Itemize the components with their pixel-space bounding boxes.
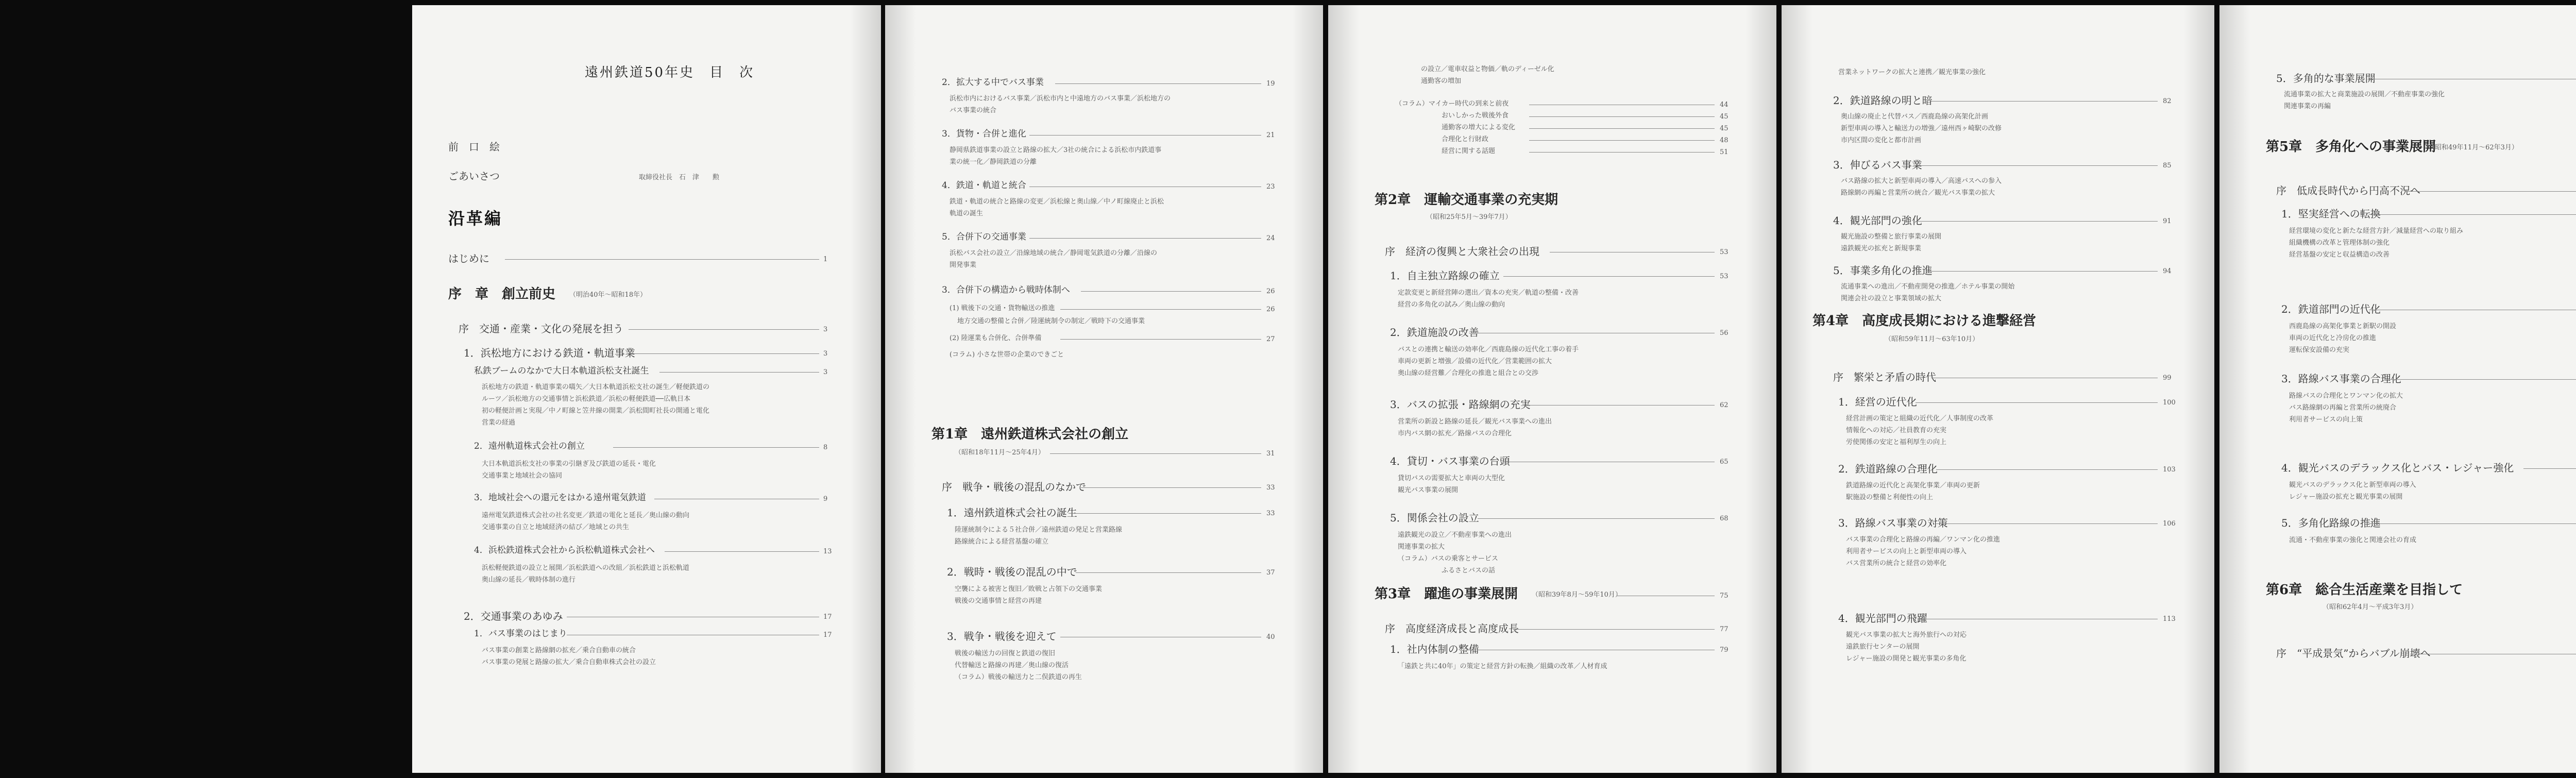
page-number: 23 [1266, 183, 1275, 191]
toc-entry: 3．戦争・戦後を迎えて [947, 630, 1057, 642]
toc-subentry: 5．合併下の交通事業 [942, 232, 1026, 242]
chapter-title: 第5章 多角化への事業展開 [2266, 139, 2436, 155]
toc-entry: 3．路線バス事業の合理化 [2281, 373, 2401, 385]
toc-entry: 4．観光部門の飛躍 [1838, 612, 1927, 624]
toc-detail: 遠鉄観光の拡充と新規事業 [1841, 245, 1922, 252]
page-number: 45 [1720, 125, 1728, 132]
toc-detail: 通勤客の増加 [1421, 77, 1462, 85]
toc-detail: 路線バスの合理化とワンマン化の拡大 [2289, 392, 2403, 400]
chapter-title: 第4章 高度成長期における進撃経営 [1812, 313, 2037, 329]
toc-entry: 1．浜松地方における鉄道・軌道事業 [464, 347, 635, 359]
page-number: 33 [1266, 484, 1275, 492]
toc-detail: 経営計画の策定と組織の近代化／人事制度の改革 [1846, 415, 1994, 422]
chapter-period: （昭和62年4月～平成3年3月） [2323, 603, 2418, 611]
toc-detail: 観光施設の整備と旅行事業の展開 [1841, 233, 1942, 241]
toc-subentry: 2．遠州軌道株式会社の創立 [474, 441, 585, 451]
toc-detail: 運転保安設備の充実 [2289, 346, 2350, 354]
toc-entry: 5．事業多角化の推進 [1833, 264, 1933, 277]
toc-entry: 序 交通・産業・文化の発展を担う [459, 323, 623, 335]
page-number: 77 [1720, 625, 1728, 633]
toc-detail: 路線網の再編と営業所の統合／観光バス事業の拡大 [1841, 189, 1995, 197]
toc-entry: 2．戦時・戦後の混乱の中で [947, 566, 1077, 578]
toc-entry: 序 高度経済成長と高度成長 [1385, 622, 1519, 635]
toc-detail: 「遠鉄と共に40年」の策定と経営方針の転換／組織の改革／人材育成 [1398, 663, 1607, 670]
page-number: 27 [1266, 335, 1275, 343]
toc-subentry: 3．貨物・合併と進化 [942, 129, 1026, 139]
toc-detail: 西鹿島線の高架化事業と新駅の開設 [2289, 323, 2397, 330]
toc-entry: 2．鉄道路線の明と暗 [1833, 94, 1933, 107]
chapter-title: 第3章 躍進の事業展開 [1375, 586, 1518, 602]
toc-detail: 奥山線の延長／戦時体制の進行 [482, 576, 576, 584]
toc-detail: 観光バス事業の展開 [1398, 486, 1459, 494]
toc-detail: 地方交通の整備と合併／陸運統制令の制定／戦時下の交通事業 [957, 317, 1145, 325]
page-number: 85 [2163, 162, 2172, 170]
toc-detail: 駅施設の整備と利便性の向上 [1846, 494, 1934, 501]
page-number: 82 [2163, 97, 2172, 105]
page-number: 65 [1720, 458, 1728, 466]
section-title: 沿革編 [448, 209, 503, 228]
page-number: 17 [823, 613, 832, 621]
chapter-title: 第1章 遠州鉄道株式会社の創立 [931, 427, 1129, 442]
toc-detail: 空襲による被害と復旧／敗戦と占領下の交通事業 [955, 585, 1103, 593]
toc-detail: レジャー施設の拡充と観光事業の展開 [2289, 493, 2403, 501]
toc-detail: バス事業の創業と路線網の拡充／乗合自動車の統合 [482, 647, 636, 654]
toc-detail: 新型車両の導入と輸送力の増強／遠州西ヶ崎駅の改修 [1841, 125, 2002, 132]
toc-detail: バス路線網の再編と営業所の統廃合 [2289, 404, 2397, 412]
page-number: 17 [823, 631, 832, 639]
toc-detail: 関連事業の再編 [2284, 103, 2331, 110]
page-number: 51 [1720, 148, 1728, 156]
toc-detail: 観光バスのデラックス化と新型車両の導入 [2289, 481, 2416, 489]
page-number: 24 [1266, 234, 1275, 242]
page-number: 31 [1266, 450, 1275, 458]
page-number: 21 [1266, 131, 1275, 139]
toc-entry: 序 “平成景気”からバブル崩壊へ [2276, 647, 2431, 659]
toc-subentry: 4．浜松鉄道株式会社から浜松軌道株式会社へ [474, 545, 655, 555]
toc-entry: 1．遠州鉄道株式会社の誕生 [947, 506, 1077, 519]
page-number: 91 [2163, 217, 2172, 225]
toc-detail: バス営業所の統合と経営の効率化 [1846, 560, 1947, 567]
chapter-period: （昭和39年8月～59年10月） [1532, 591, 1622, 599]
page-number: 3 [823, 368, 828, 376]
toc-subentry: 3．地域社会への還元をはかる遠州電気鉄道 [474, 493, 646, 503]
toc-detail: 利用者サービスの向上策 [2289, 416, 2363, 424]
chapter-title: 序 章 創立前史 [448, 286, 556, 302]
toc-detail: ふるさとバスの話 [1442, 567, 1496, 574]
toc-detail: 戦後の交通事情と経営の再建 [955, 597, 1042, 605]
page-number: 8 [823, 444, 828, 451]
greeting-author: 取締役社長 石 津 勲 [639, 174, 720, 181]
toc-detail: 奥山線の経営難／合理化の推進と組合との交渉 [1398, 369, 1539, 377]
page-number: 44 [1720, 101, 1728, 109]
toc-detail: 流通事業の拡大と商業施設の展開／不動産事業の強化 [2284, 91, 2445, 98]
toc-detail: 経営環境の変化と新たな経営方針／減量経営への取り組み [2289, 227, 2464, 235]
toc-entry: 1．経営の近代化 [1838, 396, 1917, 408]
toc-entry: 4．観光バスのデラックス化とバス・レジャー強化 [2281, 462, 2514, 474]
toc-detail: 交通事業の自立と地域経済の結び／地域との共生 [482, 523, 630, 531]
chapter-title: 第2章 運輸交通事業の充実期 [1375, 192, 1558, 208]
chapter-period: （昭和49年11月～62年3月） [2428, 144, 2518, 151]
toc-entry: 序 経済の復興と大衆社会の出現 [1385, 245, 1539, 258]
toc-detail: 大日本軌道浜松支社の事業の引継ぎ及び鉄道の延長・電化 [482, 460, 656, 468]
toc-detail: 関連会社の設立と事業領域の拡大 [1841, 295, 1942, 302]
toc-entry: 序 繁栄と矛盾の時代 [1833, 371, 1936, 383]
toc-detail: 業の統一化／静岡鉄道の分離 [950, 158, 1037, 166]
page-number: 113 [2163, 615, 2176, 623]
chapter-period: （昭和59年11月～63年10月） [1885, 335, 1979, 343]
toc-detail: 初の軽便計画と実現／中ノ町線と笠井線の開業／浜松間町社長の開通と電化 [482, 407, 710, 415]
toc-detail: 代替輸送と路線の再建／奥山線の復活 [955, 662, 1069, 669]
page-number: 68 [1720, 515, 1728, 522]
toc-detail: 情報化への対応／社員教育の充実 [1846, 427, 1947, 434]
toc-subentry: 私鉄ブームのなかで大日本軌道浜松支社誕生 [474, 366, 649, 376]
toc-entry: 1．自主独立路線の確立 [1390, 269, 1500, 282]
toc-entry: 3．バスの拡張・路線網の充実 [1390, 398, 1531, 411]
toc-entry: 5．関係会社の設立 [1390, 512, 1479, 524]
toc-entry: 1．社内体制の整備 [1390, 643, 1479, 655]
page-number: 106 [2163, 520, 2176, 528]
page-number: 53 [1720, 248, 1728, 256]
toc-detail: 市内区間の変化と都市計画 [1841, 137, 1922, 144]
toc-page-3 [1328, 5, 1776, 773]
page-number: 9 [823, 495, 828, 503]
column-entry: おいしかった戦後外食 [1442, 112, 1509, 120]
toc-entry: 5．多角化路線の推進 [2281, 517, 2381, 529]
toc-entry: 2．鉄道部門の近代化 [2281, 303, 2381, 315]
toc-detail: 流通・不動産事業の強化と関連会社の育成 [2289, 536, 2417, 544]
toc-detail: 浜松軽便鉄道の設立と展開／浜松鉄道への改組／浜松鉄道と浜松軌道 [482, 564, 690, 572]
toc-detail: 路線統合による経営基盤の確立 [955, 538, 1049, 546]
column-entry: （コラム）マイカー時代の到来と前夜 [1395, 100, 1509, 108]
toc-entry: 序 低成長時代から円高不況へ [2276, 184, 2420, 197]
page-number: 94 [2163, 267, 2172, 275]
page-number: 45 [1720, 113, 1728, 121]
page-number: 40 [1266, 633, 1275, 641]
chapter-period: （昭和18年11月～25年4月） [955, 449, 1045, 456]
page-number: 53 [1720, 273, 1728, 280]
page-number: 62 [1720, 401, 1728, 409]
chapter-title: 第6章 総合生活産業を目指して [2266, 582, 2463, 598]
toc-detail: 営業の経過 [482, 419, 516, 427]
toc-detail: 浜松地方の鉄道・軌道事業の嚆矢／大日本軌道浜松支社の誕生／軽便鉄道の [482, 383, 710, 391]
column-entry: 経営に関する話題 [1442, 147, 1496, 155]
toc-entry: 2．鉄道施設の改善 [1390, 326, 1479, 339]
toc-detail: 奥山線の廃止と代替バス／西鹿島線の高架化計画 [1841, 113, 1989, 121]
toc-detail: (2) 陸運業も合併化、合併準備 [950, 334, 1042, 342]
toc-detail: 車両の更新と増強／設備の近代化／営業範囲の拡大 [1398, 358, 1552, 365]
toc-detail: (1) 戦後下の交通・貨物輸送の推進 [950, 305, 1055, 312]
page-number: 48 [1720, 137, 1728, 144]
toc-detail: 戦後の輸送力の回復と鉄道の復旧 [955, 650, 1056, 657]
toc-detail: 交通事業と地域社会の協同 [482, 472, 563, 480]
toc-detail: 関連事業の拡大 [1398, 543, 1445, 551]
chapter-period: （昭和25年5月～39年7月） [1426, 213, 1512, 221]
toc-page-2 [885, 5, 1323, 773]
page-number: 99 [2163, 374, 2172, 382]
toc-detail: 鉄道・軌道の統合と路線の変更／浜松線と奥山線／中ノ町線廃止と浜松 [950, 198, 1164, 206]
toc-subentry: 1．バス事業のはじまり [474, 629, 567, 639]
toc-subentry: 4．鉄道・軌道と統合 [942, 180, 1026, 191]
toc-detail: (コラム) 小さな世帯の企業のできごと [950, 351, 1064, 359]
column-entry: 通勤客の増大による変化 [1442, 124, 1516, 131]
toc-entry: 前 口 絵 [448, 141, 500, 153]
toc-detail: 営業所の新設と路線の延長／観光バス事業への進出 [1398, 418, 1552, 426]
toc-detail: 開発事業 [950, 261, 977, 269]
page-number: 26 [1266, 287, 1275, 295]
toc-detail: 鉄道路線の近代化と高架化事業／車両の更新 [1846, 482, 1980, 489]
toc-detail: 静岡県鉄道事業の設立と路線の拡大／3社の統合による浜松市内鉄道事 [950, 146, 1162, 154]
toc-detail: 経営基盤の安定と収益構造の改善 [2289, 251, 2390, 259]
toc-entry: ごあいさつ [448, 170, 500, 182]
toc-detail: 遠鉄観光の設立／不動産事業への進出 [1398, 531, 1512, 539]
toc-detail: 労使関係の安定と福利厚生の向上 [1846, 438, 1947, 446]
chapter-period: （明治40年～昭和18年） [569, 291, 647, 299]
page-number: 56 [1720, 329, 1728, 337]
toc-entry: 4．観光部門の強化 [1833, 214, 1922, 227]
toc-detail: 貸切バスの需要拡大と車両の大型化 [1398, 475, 1505, 482]
page-number: 26 [1266, 306, 1275, 313]
toc-detail: バス路線の拡大と新型車両の導入／高速バスへの参入 [1841, 177, 2002, 185]
toc-detail: の設立／電車収益と物価／軌のディーゼル化 [1421, 65, 1554, 73]
toc-detail: バス事業の発展と路線の拡大／乗合自動車株式会社の設立 [482, 658, 656, 666]
toc-detail: 定款変更と新経営陣の選出／資本の充実／軌道の整備・改善 [1398, 289, 1579, 297]
toc-page-1 [412, 5, 881, 773]
toc-detail: バスとの連携と輸送の効率化／西鹿島線の近代化工事の着手 [1398, 346, 1579, 353]
toc-entry: 2．交通事業のあゆみ [464, 610, 563, 622]
toc-detail: バス事業の合理化と路線の再編／ワンマン化の推進 [1846, 536, 2001, 544]
page-number: 19 [1266, 80, 1275, 88]
toc-detail: バス事業の統合 [950, 107, 997, 114]
toc-page-5 [2219, 5, 2576, 773]
toc-detail: 遠州電気鉄道株式会社の社名変更／鉄道の電化と延長／奥山線の動向 [482, 512, 690, 519]
page-number: 33 [1266, 510, 1275, 517]
toc-detail: 浜松バス会社の設立／沿線地域の統合／静岡電気鉄道の分離／沿線の [950, 249, 1158, 257]
toc-entry: 序 戦争・戦後の混乱のなかで [942, 481, 1086, 493]
toc-detail: 観光バス事業の拡大と海外旅行への対応 [1846, 631, 1967, 639]
toc-page-4 [1782, 5, 2214, 773]
toc-detail: （コラム）戦後の輸送力と二俣鉄道の再生 [955, 673, 1082, 681]
page-number: 103 [2163, 466, 2176, 473]
page-number: 13 [823, 548, 832, 555]
page-number: 79 [1720, 646, 1728, 654]
toc-detail: 陸運統制令による５社合併／遠州鉄道の発足と営業路線 [955, 526, 1123, 534]
toc-detail: 市内バス網の拡充／路線バスの合理化 [1398, 430, 1512, 437]
page-number: 37 [1266, 569, 1275, 577]
toc-subentry: 3．合併下の構造から戦時体制へ [942, 285, 1070, 295]
page-number: 3 [823, 326, 828, 333]
column-entry: 合理化と行財政 [1442, 136, 1489, 143]
toc-entry: 1．堅実経営への転換 [2281, 208, 2381, 220]
toc-detail: 利用者サービスの向上と新型車両の導入 [1846, 548, 1967, 555]
toc-detail: 経営の多角化の試み／奥山線の動向 [1398, 301, 1505, 309]
toc-detail: 浜松市内におけるバス事業／浜松市内と中遠地方のバス事業／浜松地方の [950, 95, 1171, 103]
toc-detail: 流通事業への進出／不動産開発の推進／ホテル事業の開始 [1841, 283, 2015, 291]
page-number: 100 [2163, 399, 2176, 407]
toc-detail: （コラム）バスの乗客とサービス [1398, 555, 1498, 563]
page-number: 1 [823, 256, 828, 263]
toc-entry: 4．貸切・バス事業の台頭 [1390, 455, 1510, 467]
toc-entry: はじめに [448, 252, 489, 265]
toc-detail: 遠鉄旅行センターの展開 [1846, 643, 1920, 651]
page-number: 3 [823, 350, 828, 358]
book-title: 遠州鉄道50年史 目 次 [585, 65, 755, 80]
toc-entry: 3．伸びるバス事業 [1833, 159, 1922, 171]
toc-detail: 車両の近代化と冷房化の推進 [2289, 334, 2377, 342]
toc-entry: 2．鉄道路線の合理化 [1838, 463, 1938, 475]
toc-subentry: 2．拡大する中でバス事業 [942, 77, 1044, 88]
toc-detail: 営業ネットワークの拡大と連携／観光事業の強化 [1838, 69, 1986, 76]
toc-detail: レジャー施設の開発と観光事業の多角化 [1846, 655, 1967, 663]
toc-entry: 3．路線バス事業の対策 [1838, 517, 1948, 529]
page-number: 75 [1720, 592, 1728, 600]
toc-detail: 組織機構の改革と管理体制の強化 [2289, 239, 2390, 247]
toc-detail: 軌道の誕生 [950, 210, 984, 217]
toc-entry: 5．多角的な事業展開 [2276, 72, 2376, 84]
toc-detail: ルーツ／浜松地方の交通事情と浜松鉄道／浜松の軽便鉄道──広軌日本 [482, 395, 691, 403]
